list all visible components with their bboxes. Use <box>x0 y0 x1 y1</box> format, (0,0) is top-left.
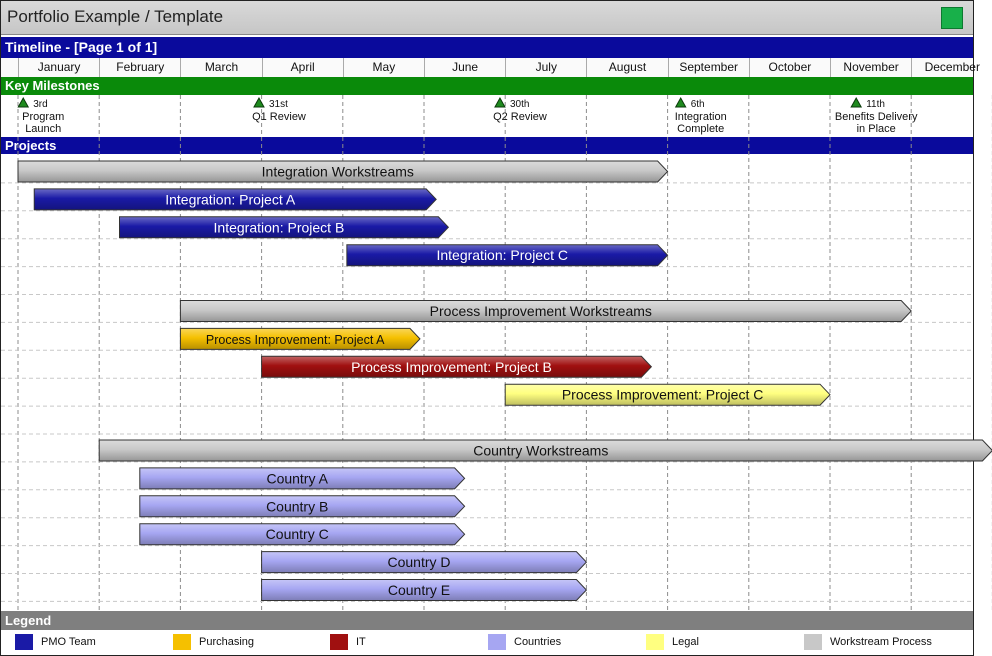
legend-header: Legend <box>1 611 973 630</box>
window-title: Portfolio Example / Template <box>7 7 224 26</box>
gantt-chart <box>1 1 973 655</box>
gantt-bar[interactable] <box>180 328 420 349</box>
milestone-label: Q2 Review <box>493 111 547 123</box>
bar-label: Process Improvement: Project B <box>351 358 552 375</box>
bar-label: Integration: Project C <box>436 247 568 264</box>
legend-item <box>488 634 561 650</box>
gantt-bar[interactable] <box>180 301 911 322</box>
legend-swatch <box>15 634 33 650</box>
legend-item <box>173 634 254 650</box>
legend-label: Workstream Process <box>830 636 932 648</box>
milestone-marker-icon <box>254 98 264 107</box>
milestone <box>18 98 64 135</box>
month-label: January <box>18 58 99 77</box>
milestone <box>493 98 547 123</box>
bar-label: Country D <box>387 554 451 571</box>
bar-label: Integration: Project A <box>165 191 296 208</box>
month-label: October <box>749 58 830 77</box>
milestone-marker-icon <box>18 98 28 107</box>
gantt-bar[interactable] <box>140 468 465 489</box>
milestone-label: Integration <box>674 111 727 123</box>
milestone <box>675 98 727 135</box>
legend-item <box>15 634 96 650</box>
gantt-bar[interactable] <box>262 552 587 573</box>
bar-label: Country A <box>266 470 328 487</box>
bar-label: Integration Workstreams <box>261 163 414 180</box>
legend-swatch <box>488 634 506 650</box>
milestone-label: Benefits Delivery <box>834 111 918 123</box>
milestones-header: Key Milestones <box>1 77 973 95</box>
milestone-marker-icon <box>676 98 686 107</box>
milestone-date: 6th <box>690 99 705 110</box>
month-label: August <box>586 58 667 77</box>
legend-label: IT <box>356 636 366 648</box>
milestone-label: Q1 Review <box>252 111 306 123</box>
legend-label: Purchasing <box>199 636 255 648</box>
timeline-header: Timeline - [Page 1 of 1] <box>1 37 973 58</box>
legend <box>1 630 973 655</box>
milestone-date: 31st <box>268 99 288 110</box>
gantt-bar[interactable] <box>505 384 830 405</box>
month-label: February <box>99 58 180 77</box>
legend-item <box>804 634 932 650</box>
month-label: December <box>911 58 992 77</box>
gantt-bar[interactable] <box>140 524 465 545</box>
milestone-date: 3rd <box>33 99 48 110</box>
legend-swatch <box>646 634 664 650</box>
bar-label: Process Improvement: Project A <box>205 332 385 347</box>
legend-swatch <box>330 634 348 650</box>
gantt-bar[interactable] <box>347 245 668 266</box>
gantt-bar[interactable] <box>262 356 652 377</box>
legend-item <box>646 634 699 650</box>
gantt-bar[interactable] <box>140 496 465 517</box>
bar-label: Process Improvement Workstreams <box>429 303 652 319</box>
bar-label: Country B <box>266 498 329 515</box>
month-label: July <box>505 58 586 77</box>
legend-swatch <box>804 634 822 650</box>
milestone <box>835 98 918 135</box>
bar-label: Integration: Project B <box>213 219 345 236</box>
milestone-label: Launch <box>25 123 62 135</box>
month-label: November <box>830 58 911 77</box>
milestone-date: 30th <box>509 99 530 110</box>
month-label: March <box>180 58 261 77</box>
milestone-marker-icon <box>851 98 861 107</box>
legend-item <box>330 634 366 650</box>
milestone-label: in Place <box>856 123 896 135</box>
month-label: June <box>424 58 505 77</box>
legend-label: Countries <box>514 636 562 648</box>
gantt-bar[interactable] <box>120 217 449 238</box>
month-label: April <box>262 58 343 77</box>
bar-label: Country Workstreams <box>473 442 609 459</box>
bar-label: Country C <box>265 526 329 543</box>
gantt-bar[interactable] <box>99 440 992 461</box>
milestone <box>252 98 306 123</box>
gantt-bar[interactable] <box>18 161 668 182</box>
legend-label: PMO Team <box>41 636 96 648</box>
milestone-date: 11th <box>866 99 885 110</box>
gantt-bar[interactable] <box>262 580 587 601</box>
month-label: September <box>668 58 749 77</box>
legend-swatch <box>173 634 191 650</box>
month-label: May <box>343 58 424 77</box>
milestone-label: Complete <box>677 123 725 135</box>
milestone-label: Program <box>22 111 65 123</box>
projects-header: Projects <box>1 137 973 154</box>
gantt-bar[interactable] <box>34 189 436 210</box>
legend-label: Legal <box>672 636 699 648</box>
bar-label: Process Improvement: Project C <box>561 386 764 403</box>
milestone-marker-icon <box>495 98 505 107</box>
bar-label: Country E <box>387 582 451 598</box>
